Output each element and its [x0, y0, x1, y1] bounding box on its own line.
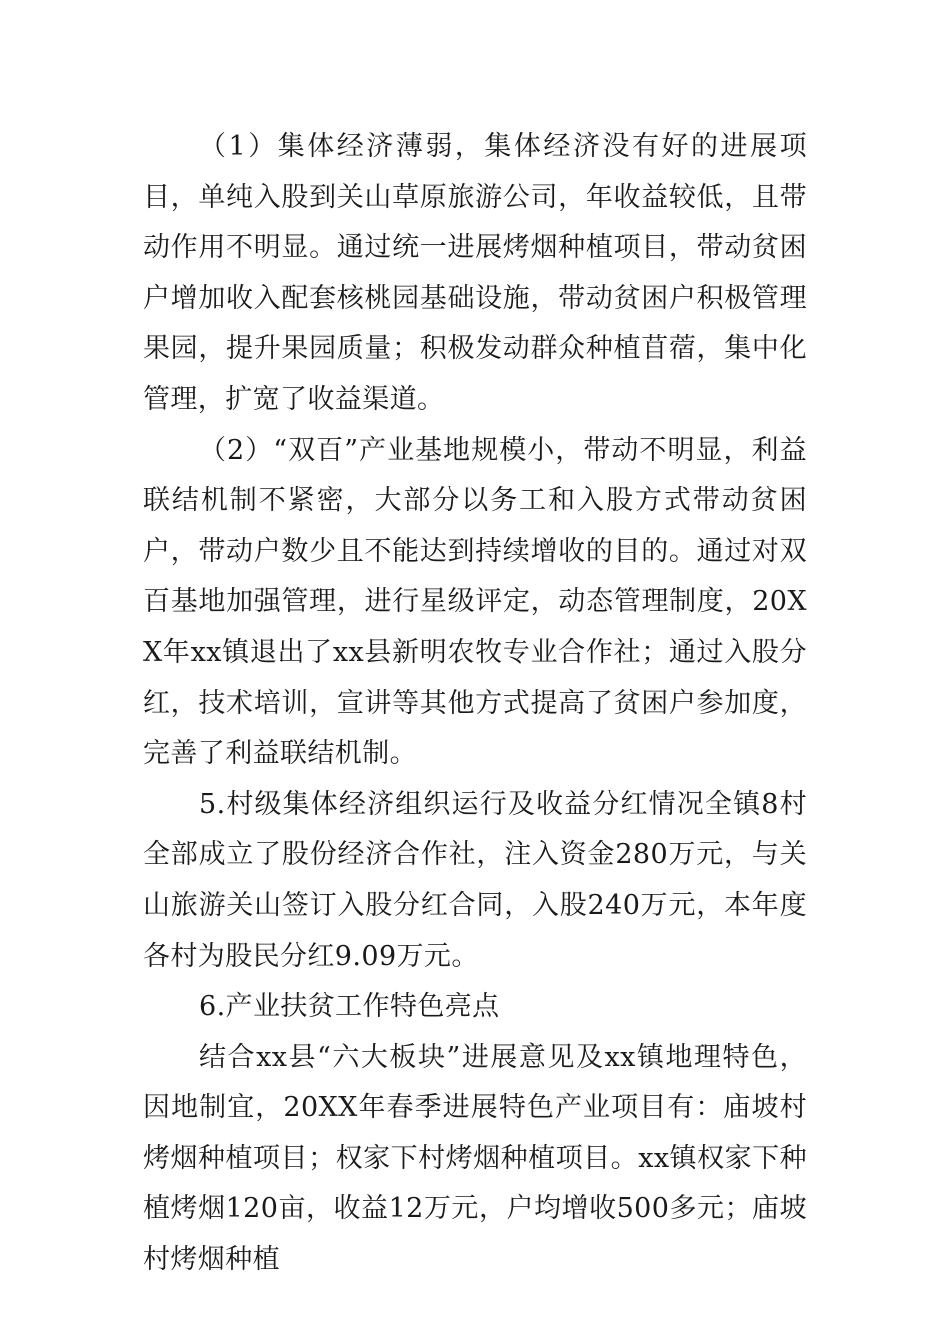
section-heading-highlights: 6.产业扶贫工作特色亮点: [199, 991, 500, 1023]
document-body: [143, 122, 807, 1286]
paragraph-dividend: 5.村级集体经济组织运行及收益分红情况全镇8村全部成立了股份经济合作社，注入资金280万元，与关山旅游关山签订入股分红合同，入股240万元，本年度各村为股民分红9.09万元。: [143, 788, 807, 972]
paragraph-special-projects: 结合xx县“六大板块”进展意见及xx镇地理特色，因地制宜，20XX年春季进展特色产业项目有：庙坡村烤烟种植项目；权家下村烤烟种植项目。xx镇权家下种植烤烟120亩，收益12万元，户均增收500多元；庙坡村烤烟种植: [143, 1041, 807, 1276]
paragraph-industry-base: （2）“双百”产业基地规模小，带动不明显，利益联结机制不紧密，大部分以务工和入股方式带动贫困户，带动户数少且不能达到持续增收的目的。通过对双百基地加强管理，进行星级评定，动态管理制度，20XX年xx镇退出了xx县新明农牧专业合作社；通过入股分红，技术培训，宣讲等其他方式提高了贫困户参加度，完善了利益联结机制。: [143, 434, 807, 770]
paragraph-collective-economy: （1）集体经济薄弱，集体经济没有好的进展项目，单纯入股到关山草原旅游公司，年收益较低，且带动作用不明显。通过统一进展烤烟种植项目，带动贫困户增加收入配套核桃园基础设施，带动贫困户积极管理果园，提升果园质量；积极发动群众种植苜蓿，集中化管理，扩宽了收益渠道。: [143, 131, 807, 415]
